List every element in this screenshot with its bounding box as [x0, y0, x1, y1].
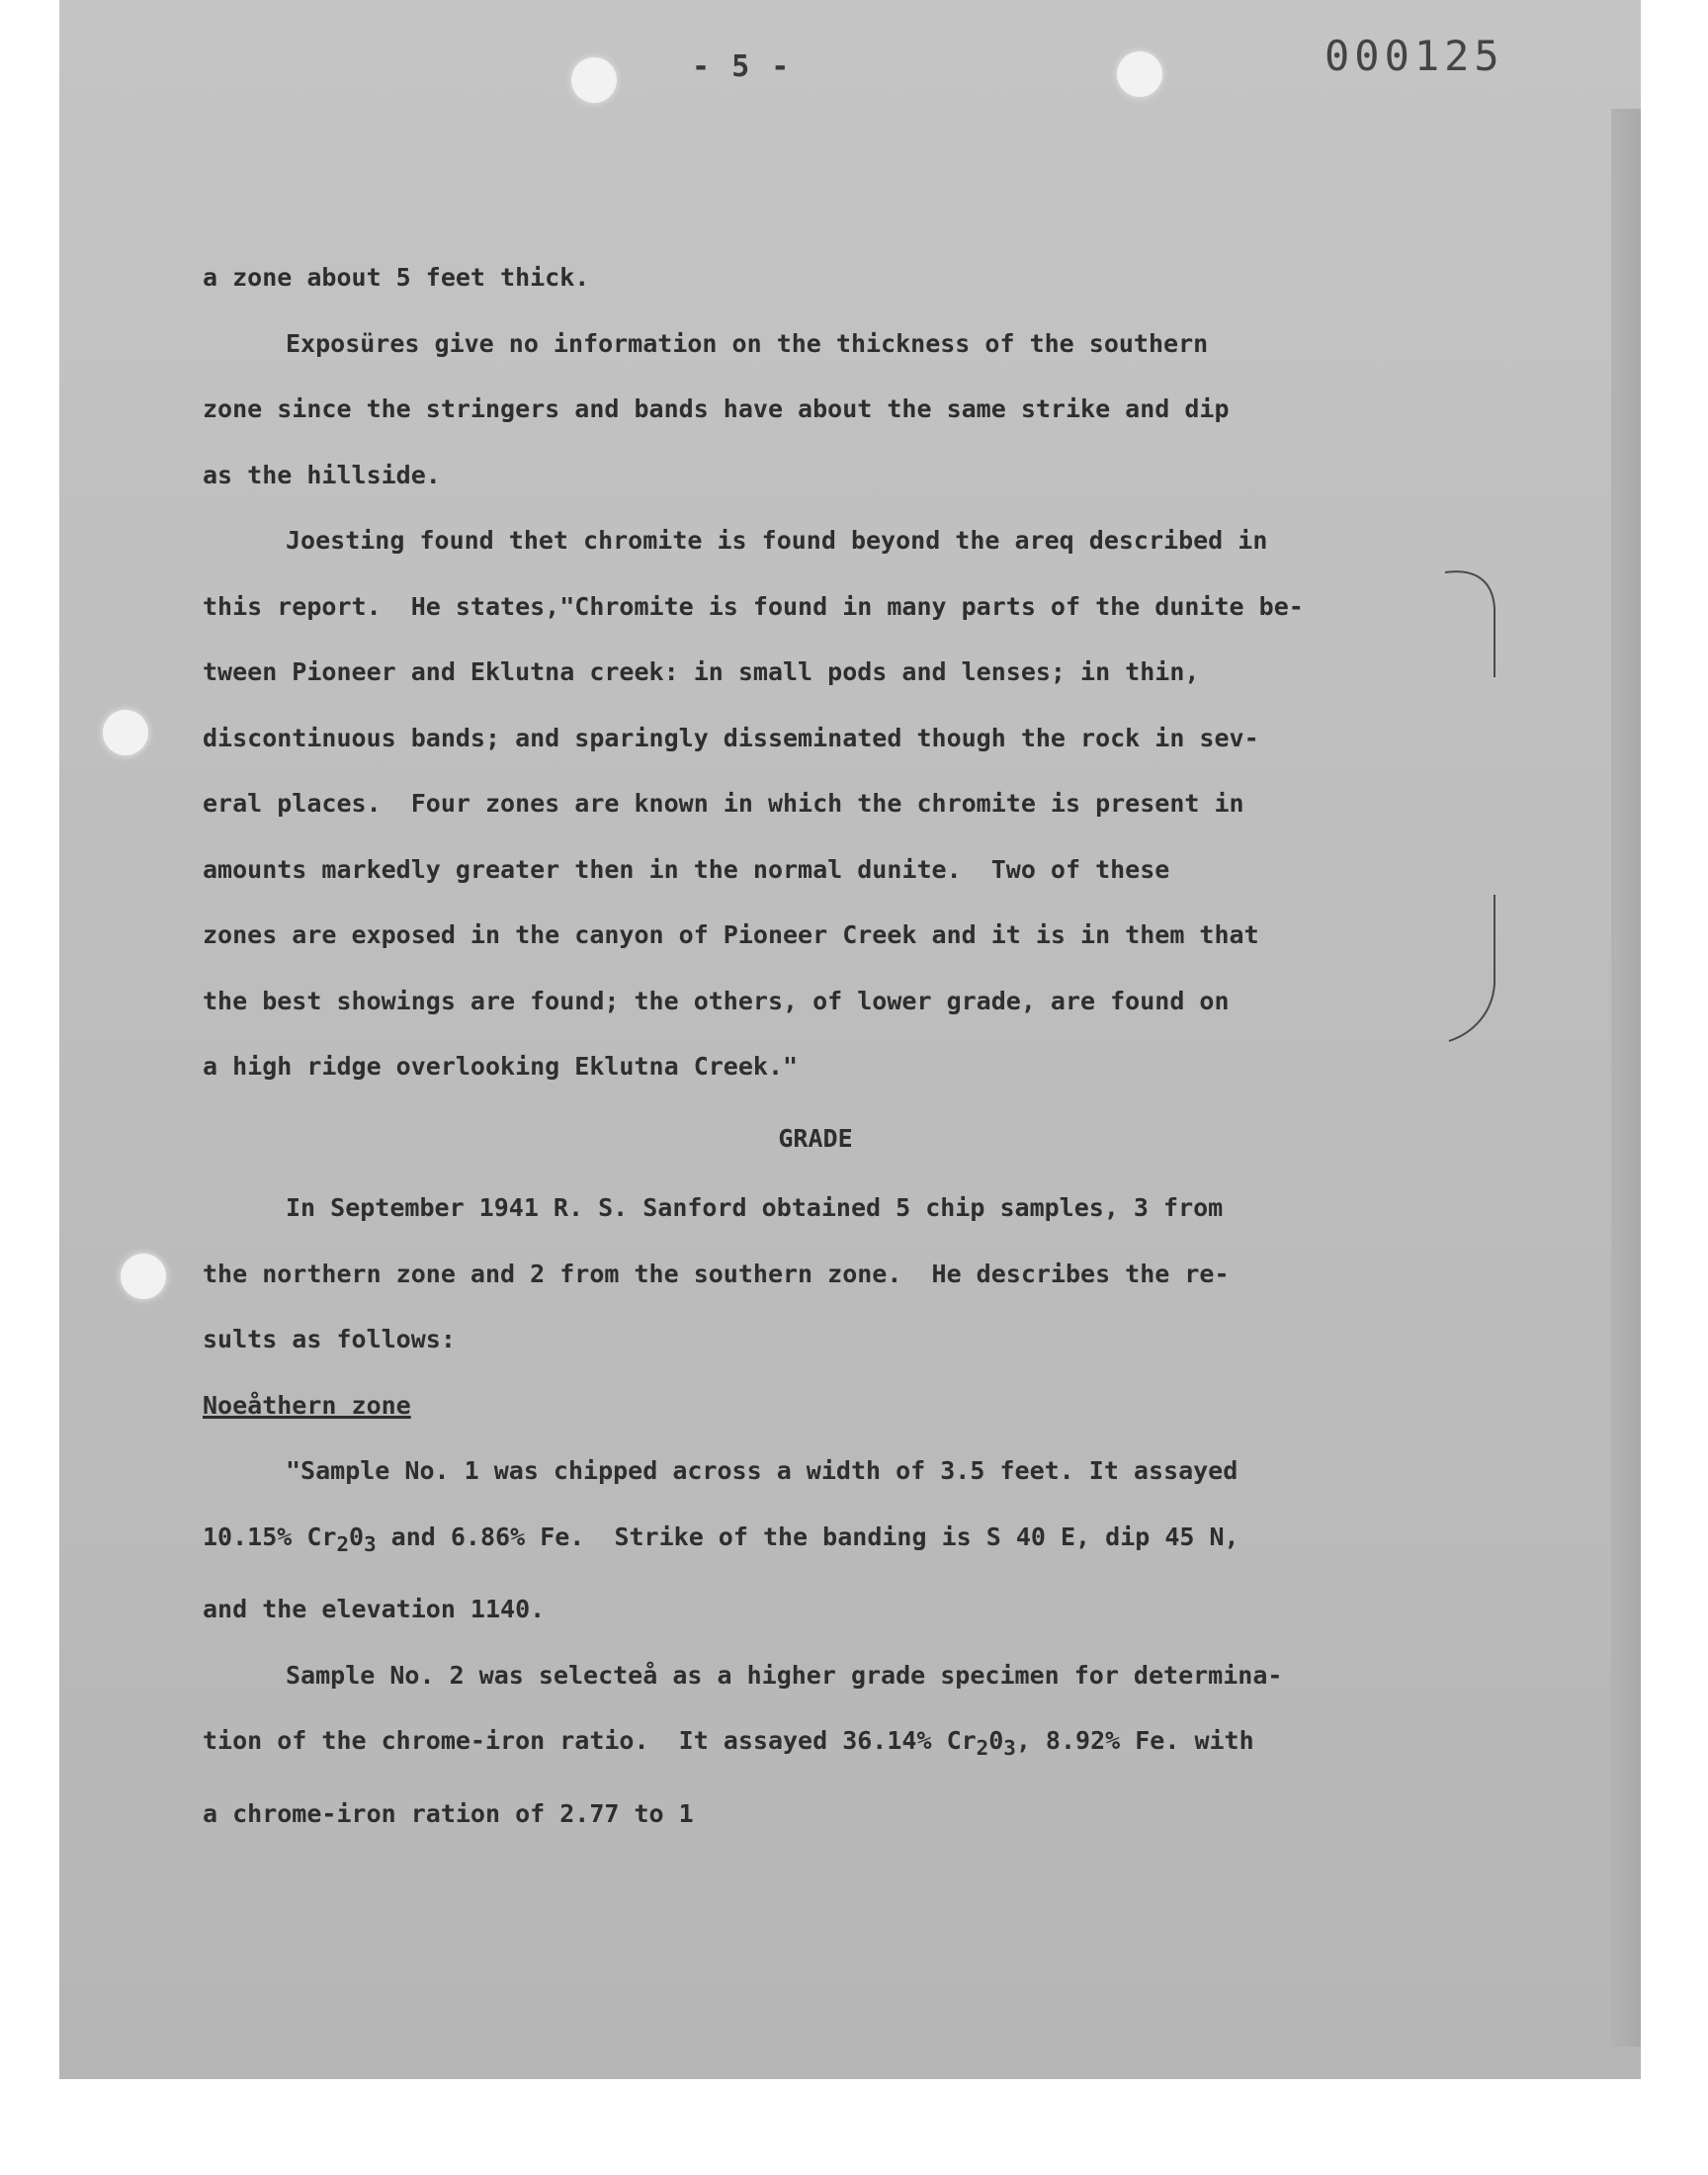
punch-hole-top-left — [571, 57, 617, 103]
paragraph-line: tween Pioneer and Eklutna creek: in small pods and lenses; in thin, — [203, 657, 1200, 686]
subsection-heading: Noeåthern zone — [203, 1390, 411, 1420]
paragraph-line: zone since the stringers and bands have about the same strike and dip — [203, 394, 1230, 423]
paragraph-line: the best showings are found; the others, of lower grade, are found on — [203, 986, 1230, 1015]
punch-hole-left-upper — [103, 710, 148, 755]
paragraph-line: amounts markedly greater then in the normal dunite. Two of these — [203, 854, 1170, 884]
paragraph-line: Sample No. 2 was selecteå as a higher grade specimen for determina- — [286, 1660, 1283, 1690]
document-number: 000125 — [1324, 32, 1504, 80]
paragraph-line: "Sample No. 1 was chipped across a width of 3.5 feet. It assayed — [286, 1456, 1238, 1485]
paragraph-line: this report. He states,"Chromite is found in many parts of the dunite be- — [203, 591, 1304, 621]
paragraph-line: In September 1941 R. S. Sanford obtained 5 chip samples, 3 from — [286, 1193, 1224, 1222]
paragraph-line: discontinuous bands; and sparingly disseminated though the rock in sev- — [203, 723, 1259, 752]
paragraph-line: eral places. Four zones are known in which the chromite is present in — [203, 789, 1244, 818]
paragraph-line: Exposüres give no information on the thickness of the southern — [286, 328, 1209, 358]
punch-hole-left-lower — [121, 1254, 166, 1299]
document-body — [203, 245, 1517, 1847]
page-number: - 5 - — [692, 49, 792, 84]
section-heading: GRADE — [778, 1123, 853, 1153]
paragraph-line: Joesting found thet chromite is found beyond the areq described in — [286, 526, 1268, 555]
assay-line: 10.15% $Cr_20_3$ and 6.86% Fe. Strike of the banding is S 40 E, dip 45 N, — [203, 1522, 1239, 1556]
page-edge-shadow — [1611, 109, 1641, 2046]
paragraph-line: a high ridge overlooking Eklutna Creek." — [203, 1052, 799, 1081]
paragraph-line: a chrome-iron ration of 2.77 to 1 — [203, 1798, 694, 1828]
paragraph-line: the northern zone and 2 from the southern zone. He describes the re- — [203, 1259, 1230, 1288]
punch-hole-top-right — [1117, 51, 1162, 97]
paragraph-line: a zone about 5 feet thick. — [203, 263, 590, 292]
paragraph-line: sults as follows: — [203, 1325, 456, 1353]
paragraph-line: and the elevation 1140. — [203, 1595, 546, 1623]
paragraph-line: as the hillside. — [203, 460, 441, 489]
paragraph-line: zones are exposed in the canyon of Pioneer Creek and it is in them that — [203, 920, 1259, 949]
assay-line: tion of the chrome-iron ratio. It assayed 36.14% $Cr_20_3$, 8.92% Fe. with — [203, 1726, 1254, 1760]
